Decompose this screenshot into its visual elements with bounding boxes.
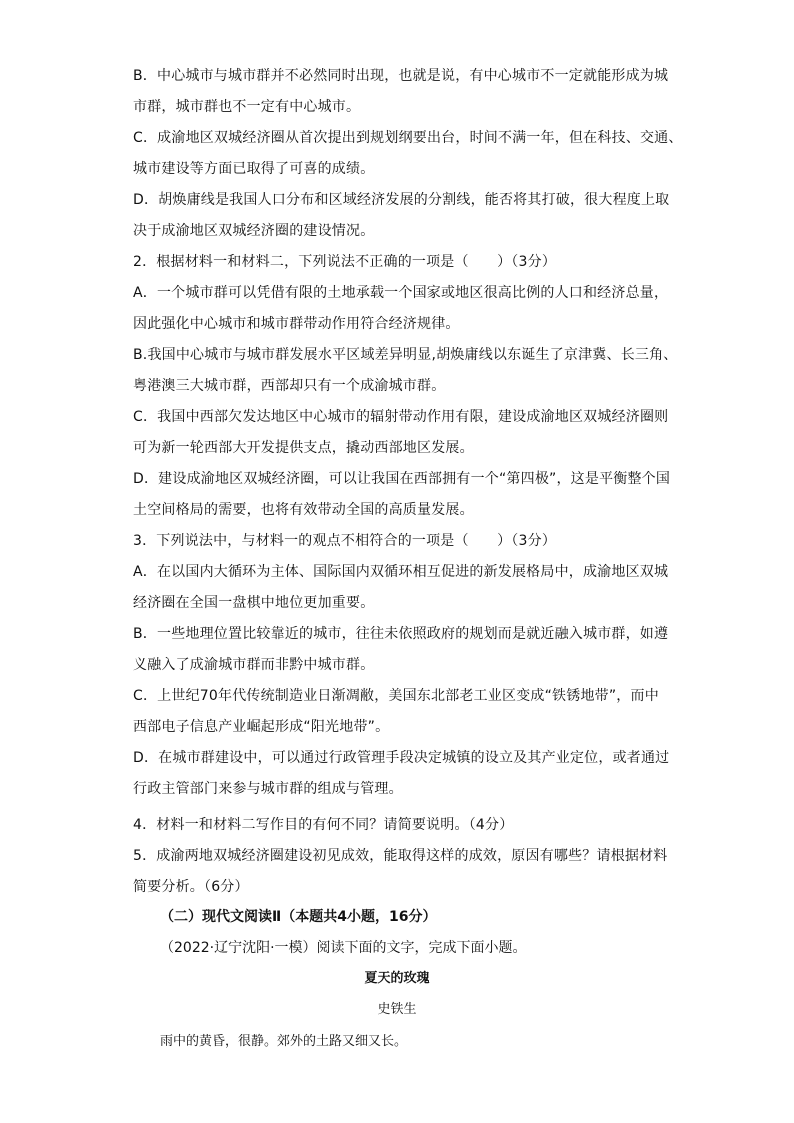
- option-line: C．我国中西部欠发达地区中心城市的辐射带动作用有限，建设成渝地区双城经济圈则: [133, 409, 669, 425]
- article-author: 史铁生: [377, 1002, 417, 1017]
- option-line: B．一些地理位置比较靠近的城市，往往未依照政府的规划而是就近融入城市群，如遵: [133, 626, 669, 642]
- option-line: 市群，城市群也不一定有中心城市。: [133, 99, 361, 115]
- option-line: A．一个城市群可以凭借有限的土地承载一个国家或地区很高比例的人口和经济总量，: [133, 285, 669, 301]
- option-line: 义融入了成渝城市群而非黔中城市群。: [133, 657, 375, 673]
- question-line: 简要分析。（6分）: [133, 879, 249, 895]
- option-line: 可为新一轮西部大开发提供支点，撬动西部地区发展。: [133, 440, 474, 456]
- option-line: D．在城市群建设中，可以通过行政管理手段决定城镇的设立及其产业定位，或者通过: [133, 750, 670, 766]
- option-line: 决于成渝地区双城经济圈的建设情况。: [133, 223, 375, 239]
- question-line: 3．下列说法中，与材料一的观点不相符合的一项是（ ）（3分）: [133, 533, 557, 549]
- option-line: B.我国中心城市与城市群发展水平区域差异明显,胡焕庸线以东诞生了京津冀、长三角、: [133, 347, 678, 363]
- option-line: 行政主管部门来参与城市群的组成与管理。: [133, 781, 403, 797]
- option-line: B．中心城市与城市群并不必然同时出现，也就是说，有中心城市不一定就能形成为城: [133, 68, 669, 84]
- option-line: 经济圈在全国一盘棋中地位更加重要。: [133, 595, 375, 611]
- option-line: 城市建设等方面已取得了可喜的成绩。: [133, 161, 375, 177]
- source-line: （2022·辽宁沈阳·一模）阅读下面的文字，完成下面小题。: [160, 940, 527, 956]
- option-line: 土空间格局的需要，也将有效带动全国的高质量发展。: [133, 502, 474, 518]
- question-line: 5．成渝两地双城经济圈建设初见成效，能取得这样的成效，原因有哪些？请根据材料: [133, 848, 668, 864]
- article-title: 夏天的玫瑰: [364, 971, 430, 986]
- question-line: 4．材料一和材料二写作目的有何不同？请简要说明。（4分）: [133, 817, 514, 833]
- option-line: D．建设成渝地区双城经济圈，可以让我国在西部拥有一个“第四极”，这是平衡整个国: [133, 471, 671, 487]
- article-paragraph: 雨中的黄昏，很静。郊外的土路又细又长。: [160, 1034, 408, 1049]
- section-heading: （二）现代文阅读Ⅱ（本题共4小题，16分）: [160, 909, 437, 925]
- option-line: 因此强化中心城市和城市群带动作用符合经济规律。: [133, 316, 460, 332]
- option-line: C．成渝地区双城经济圈从首次提出到规划纲要出台，时间不满一年，但在科技、交通、: [133, 130, 683, 146]
- option-line: C．上世纪70年代传统制造业日渐凋敝，美国东北部老工业区变成“铁锈地带”，而中: [133, 688, 659, 704]
- option-line: 西部电子信息产业崛起形成“阳光地带”。: [133, 719, 390, 735]
- option-line: 粤港澳三大城市群，西部却只有一个成渝城市群。: [133, 378, 446, 394]
- question-line: 2．根据材料一和材料二，下列说法不正确的一项是（ ）（3分）: [133, 254, 557, 270]
- option-line: D．胡焕庸线是我国人口分布和区域经济发展的分割线，能否将其打破，很大程度上取: [133, 192, 670, 208]
- option-line: A．在以国内大循环为主体、国际国内双循环相互促进的新发展格局中，成渝地区双城: [133, 564, 669, 580]
